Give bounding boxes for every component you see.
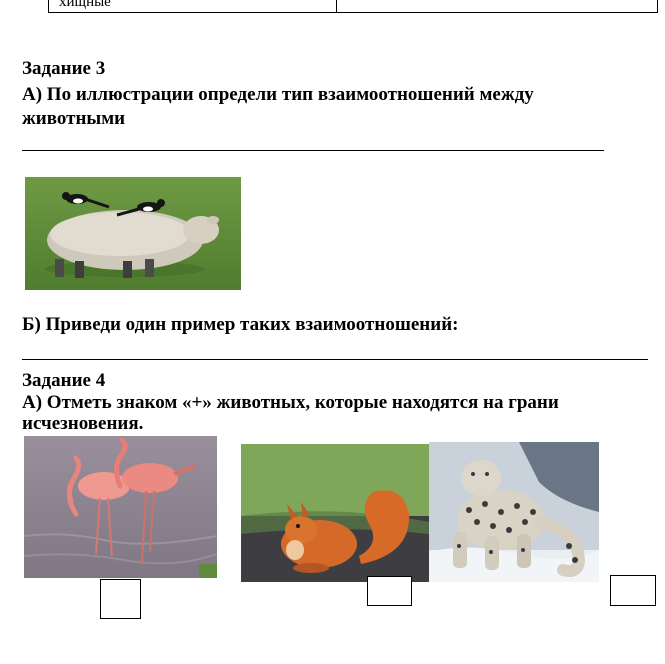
flamingo-photo xyxy=(24,436,217,578)
squirrel-checkbox[interactable] xyxy=(367,576,412,606)
sheep-with-magpies-photo xyxy=(25,177,241,290)
task4-question-a-line1: А) Отметь знаком «+» животных, которые находятся на грани xyxy=(22,392,559,413)
snow-leopard-photo xyxy=(429,442,599,582)
task3-question-b: Б) Приведи один пример таких взаимоотношений: xyxy=(22,314,459,335)
task3-answer-line-b[interactable] xyxy=(22,359,648,360)
snow-leopard-checkbox[interactable] xyxy=(610,575,656,606)
task3-title: Задание 3 xyxy=(22,58,106,79)
task4-title: Задание 4 xyxy=(22,370,106,391)
task4-question-a-line2: исчезновения. xyxy=(22,413,144,434)
table-row-fragment xyxy=(48,0,658,13)
task3-answer-line-a[interactable] xyxy=(22,150,604,151)
task3-question-a-line2: животными xyxy=(22,108,126,129)
table-cell-text: хищные xyxy=(59,0,111,10)
squirrel-photo xyxy=(241,444,429,582)
flamingo-checkbox[interactable] xyxy=(100,579,141,619)
task3-question-a-line1: А) По иллюстрации определи тип взаимоотношений между xyxy=(22,84,534,105)
table-cell-divider xyxy=(336,0,337,12)
